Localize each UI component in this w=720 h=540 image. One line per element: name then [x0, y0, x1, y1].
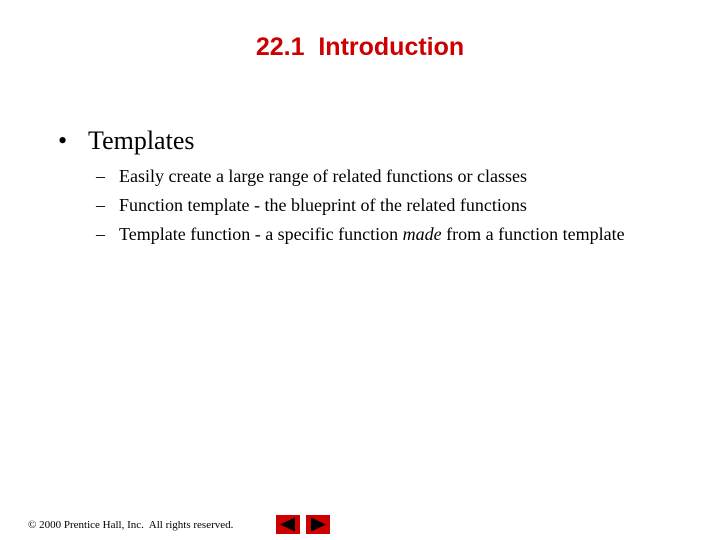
bullet-label: Templates — [88, 126, 195, 155]
previous-slide-button[interactable] — [276, 515, 300, 534]
sub-bullet-text-part: Function template - the blueprint of the related functions — [119, 195, 527, 215]
sub-bullet-dash: – — [96, 224, 105, 244]
sub-bullet-item — [96, 193, 636, 217]
sub-bullet-text — [119, 222, 636, 246]
sub-bullet-dash: – — [96, 166, 105, 186]
next-slide-button[interactable] — [306, 515, 330, 534]
sub-bullet-emphasis: made — [402, 224, 442, 244]
sub-bullet-text-part: from a function template — [441, 224, 625, 244]
slide-title: 22.1 Introduction — [255, 33, 465, 61]
triangle-right-icon — [306, 515, 330, 534]
triangle-left-icon — [276, 515, 300, 534]
sub-bullet-item — [96, 164, 636, 188]
sub-bullet-dash: – — [96, 195, 105, 215]
sub-bullet-text-part: Easily create a large range of related functions or classes — [119, 166, 527, 186]
sub-bullet-text — [119, 164, 636, 188]
sub-bullet-text — [119, 193, 636, 217]
bullet-item — [58, 126, 194, 156]
copyright-footer: © 2000 Prentice Hall, Inc. All rights reserved. — [28, 519, 234, 531]
sub-bullet-text-part: Template function - a specific function — [119, 224, 403, 244]
sub-bullet-item — [96, 222, 636, 246]
sub-bullet-list — [96, 164, 636, 251]
bullet-symbol: • — [58, 126, 68, 155]
